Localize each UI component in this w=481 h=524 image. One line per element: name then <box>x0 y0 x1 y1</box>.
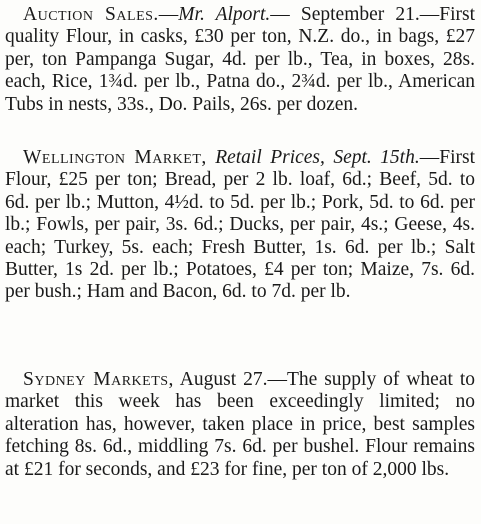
article-subject: Mr. Alport. <box>178 4 271 25</box>
article-heading: Auction Sales. <box>23 4 159 25</box>
article-heading: Wellington Market, <box>23 147 207 168</box>
article-subject: August 27. <box>179 369 268 390</box>
heading-dash: — <box>158 4 179 25</box>
article-subject: Retail Prices, Sept. 15th. <box>215 147 420 168</box>
article-wellington-market <box>5 147 475 304</box>
article-auction-sales <box>5 4 475 116</box>
article-body: — September 21.—First quality Flour, in casks, £30 per ton, N.Z. do., in bags, £27 per, ton Pampanga Sugar, 4d. per lb., Tea, in boxes, 28s. each, Rice, 1¾d. per lb., Patna do., 2¾d. per lb., American Tubs in nests, 33s., Do. Pails, 26s. per dozen. <box>5 4 475 115</box>
article-body: —The supply of wheat to market this week has been exceedingly limited; no alteration has, however, taken place in price, best samples fetching 8s. 6d., middling 7s. 6d. per bushel. Flour remains at £21 for seconds, and £23 for fine, per ton of 2,000 lbs. <box>5 369 475 480</box>
article-heading: Sydney Markets, <box>23 369 174 390</box>
article-body: —First Flour, £25 per ton; Bread, per 2 lb. loaf, 6d.; Beef, 5d. to 6d. per lb.; Mutton, 4½d. to 5d. per lb.; Pork, 5d. to 6d. per lb.; Fowls, per pair, 3s. 6d.; Ducks, per pair, 4s.; Geese, 4s. each; Turkey, 5s. each; Fresh Butter, 1s. 6d. per lb.; Salt Butter, 1s 2d. per lb.; Potatoes, £4 per ton; Maize, 7s. 6d. per bush.; Ham and Bacon, 6d. to 7d. per lb. <box>5 147 475 303</box>
article-sydney-markets <box>5 369 475 481</box>
